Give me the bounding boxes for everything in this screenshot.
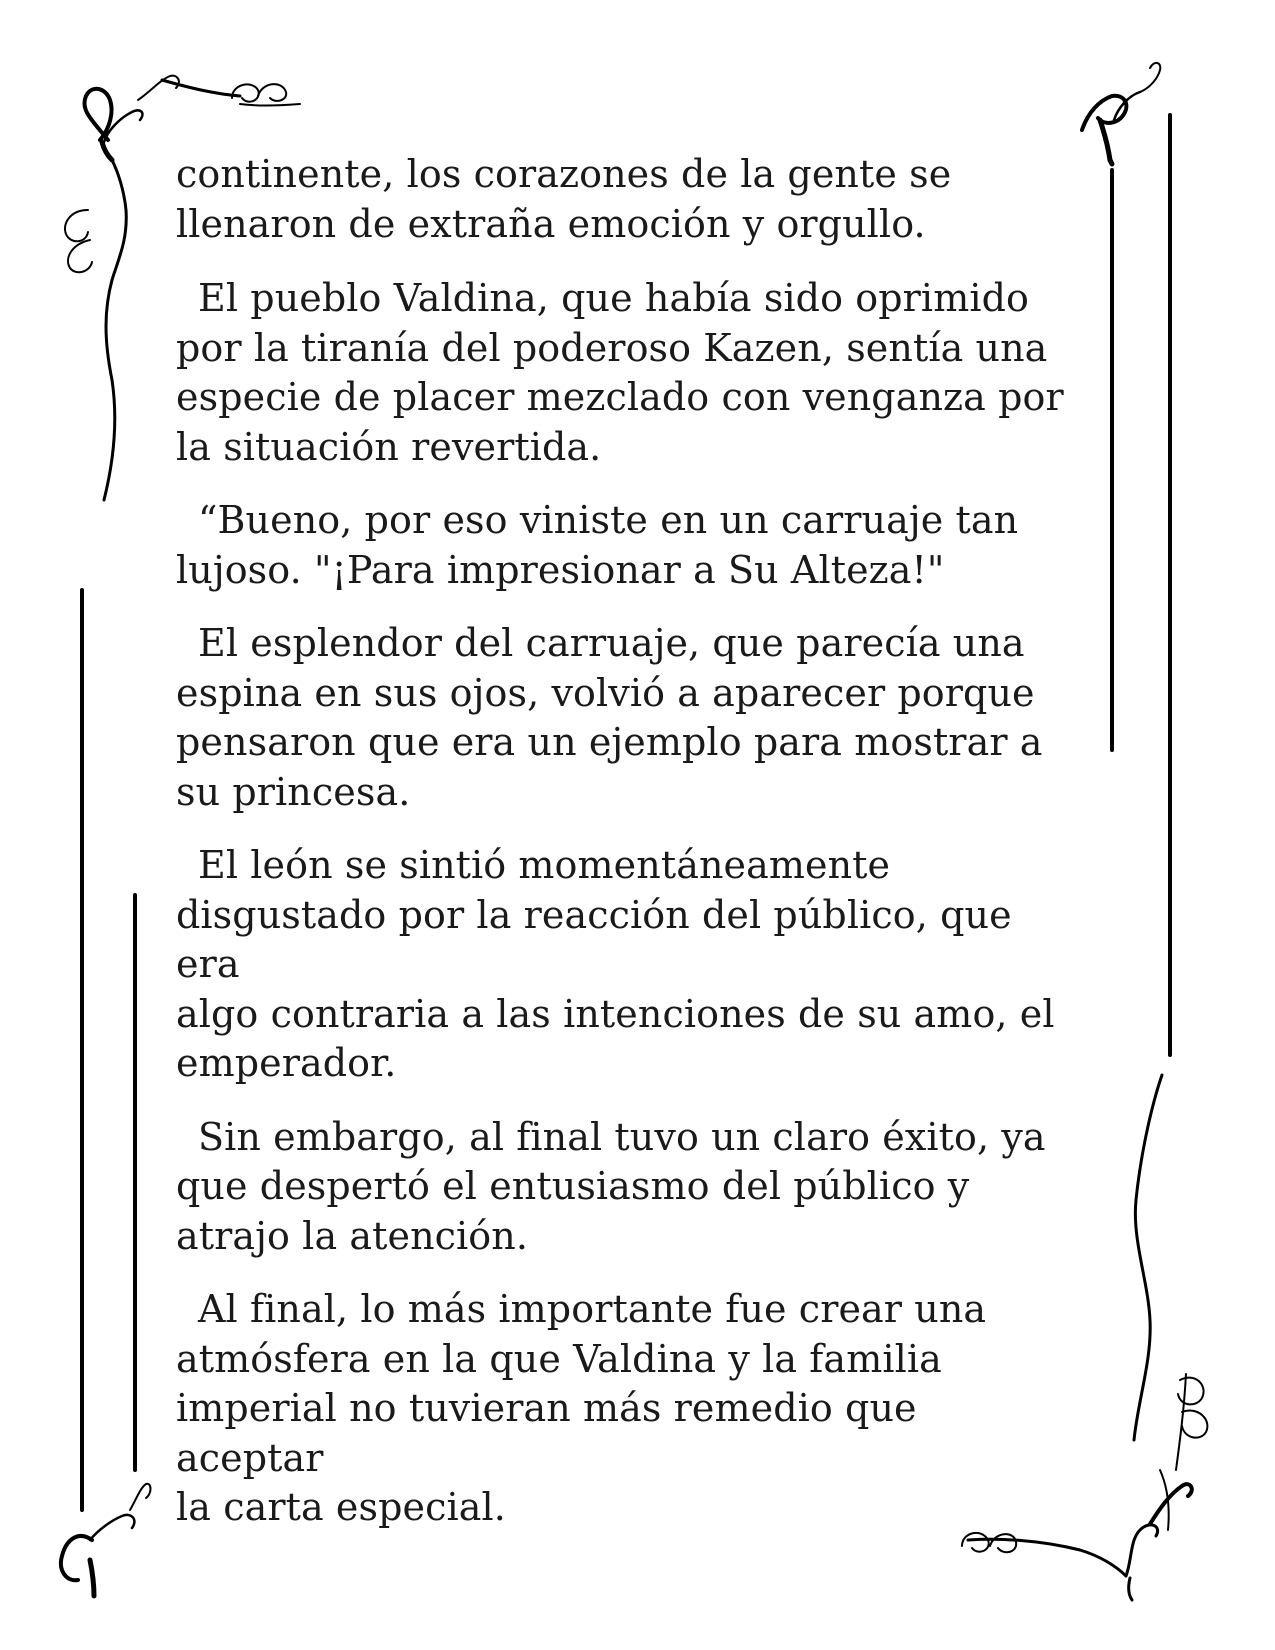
paragraph-7: Al final, lo más importante fue crear una atmósfera en la que Valdina y la familia imperial no tuvieran más remedio que aceptar la carta especial. xyxy=(176,1287,987,1529)
flourish-right-lower-icon xyxy=(1134,1075,1207,1470)
paragraph-4: El esplendor del carruaje, que parecía una espina en sus ojos, volvió a aparecer porque pensaron que era un ejemplo para mostrar a su princesa. xyxy=(176,621,1043,814)
flourish-top-right-icon xyxy=(1082,63,1160,164)
paragraph-1: continente, los corazones de la gente se llenaron de extraña emoción y orgullo. xyxy=(176,152,952,246)
flourish-bottom-left-icon xyxy=(61,1484,151,1596)
paragraph-2: El pueblo Valdina, que había sido oprimido por la tiranía del poderoso Kazen, sentía una especie de placer mezclado con venganza por la situación revertida. xyxy=(176,276,1064,469)
paragraph-3: “Bueno, por eso viniste en un carruaje tan lujoso. "¡Para impresionar a Su Alteza!" xyxy=(176,498,1019,592)
paragraph-6: Sin embargo, al final tuvo un claro éxito, ya que despertó el entusiasmo del público y atrajo la atención. xyxy=(176,1114,1046,1258)
body-text xyxy=(176,150,1076,1557)
paragraph-5: El león se sintió momentáneamente disgustado por la reacción del público, que era algo contraria a las intenciones de su amo, el emperador. xyxy=(176,843,1055,1085)
